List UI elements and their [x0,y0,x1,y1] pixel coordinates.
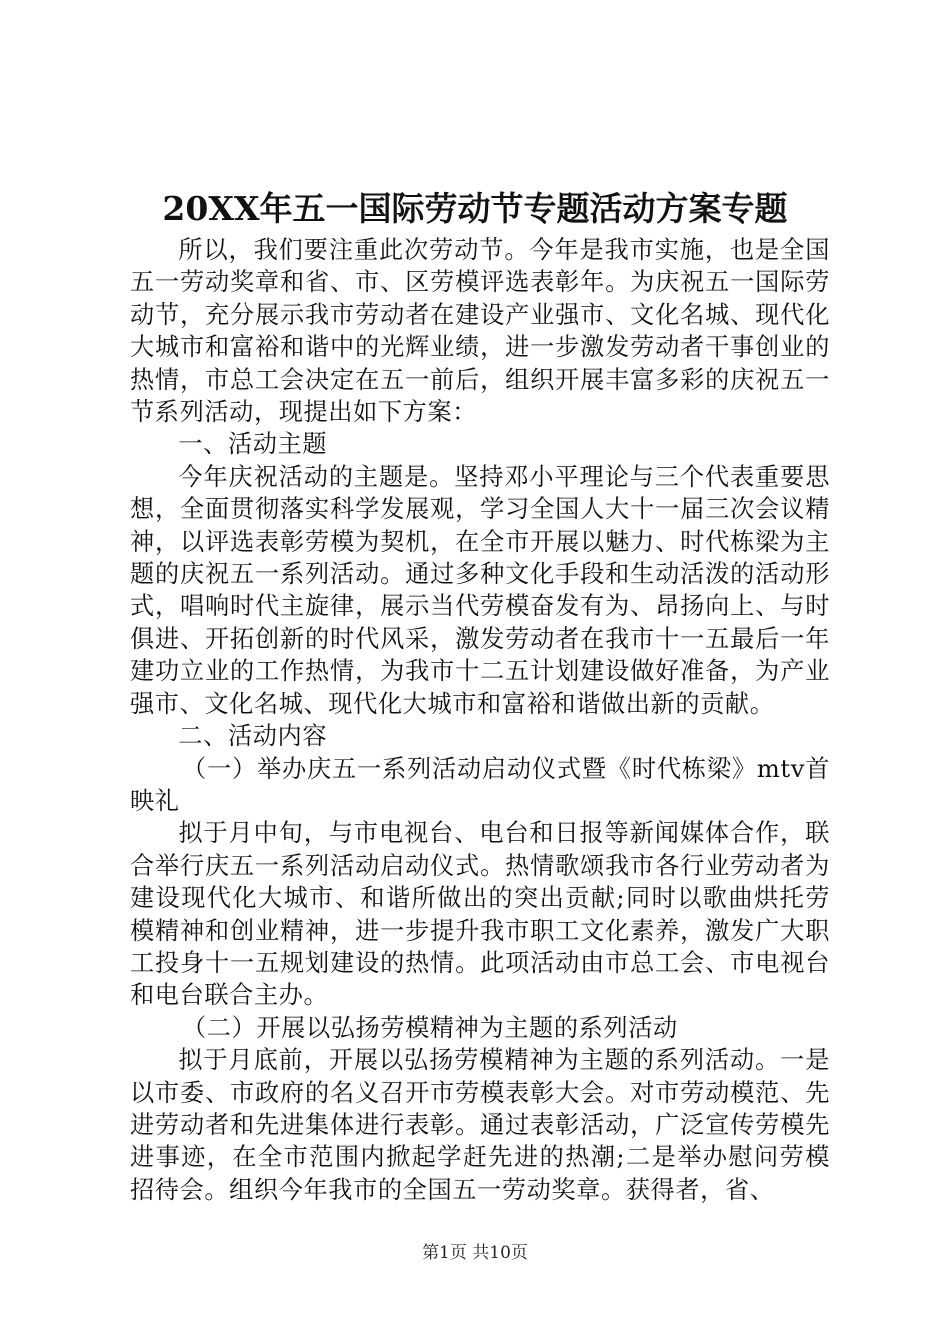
paragraph-theme: 今年庆祝活动的主题是。坚持邓小平理论与三个代表重要思想，全面贯彻落实科学发展观，学习全国人大十一届三次会议精神，以评选表彰劳模为契机，在全市开展以魅力、时代栋梁为主题的庆祝五一系列活动。通过多种文化手段和生动活泼的活动形式，唱响时代主旋律，展示当代劳模奋发有为、昂扬向上、与时俱进、开拓创新的时代风采，激发劳动者在我市十一五最后一年建功立业的工作热情，为我市十二五计划建设做好准备，为产业强市、文化名城、现代化大城市和富裕和谐做出新的贡献。 [130,462,830,718]
section-heading-theme: 一、活动主题 [178,430,328,459]
page-footer: 第1页 共10页 [422,1243,528,1263]
section-heading-content: 二、活动内容 [178,722,328,751]
subheading-model-worker-activities: （二）开展以弘扬劳模精神为主题的系列活动 [182,1013,678,1042]
document-title: 20XX年五一国际劳动节专题活动方案专题 [162,189,788,228]
paragraph-intro: 所以，我们要注重此次劳动节。今年是我市实施，也是全国五一劳动奖章和省、市、区劳模评选表彰年。为庆祝五一国际劳动节，充分展示我市劳动者在建设产业强市、文化名城、现代化大城市和富裕和谐中的光辉业绩，进一步激发劳动者干事创业的热情，市总工会决定在五一前后，组织开展丰富多彩的庆祝五一节系列活动，现提出如下方案： [130,236,830,427]
document-body [130,234,830,1206]
paragraph-model-worker-activities: 拟于月底前，开展以弘扬劳模精神为主题的系列活动。一是以市委、市政府的名义召开市劳模表彰大会。对市劳动模范、先进劳动者和先进集体进行表彰。通过表彰活动，广泛宣传劳模先进事迹，在全市范围内掀起学赶先进的热潮;二是举办慰问劳模招待会。组织今年我市的全国五一劳动奖章。获得者，省、 [130,1046,830,1204]
paragraph-launch-ceremony: 拟于月中旬，与市电视台、电台和日报等新闻媒体合作，联合举行庆五一系列活动启动仪式。热情歌颂我市各行业劳动者为建设现代化大城市、和谐所做出的突出贡献;同时以歌曲烘托劳模精神和创业精神，进一步提升我市职工文化素养，激发广大职工投身十一五规划建设的热情。此项活动由市总工会、市电视台和电台联合主办。 [130,819,830,1010]
subheading-launch-ceremony: （一）举办庆五一系列活动启动仪式暨《时代栋梁》mtv首映礼 [130,754,830,815]
